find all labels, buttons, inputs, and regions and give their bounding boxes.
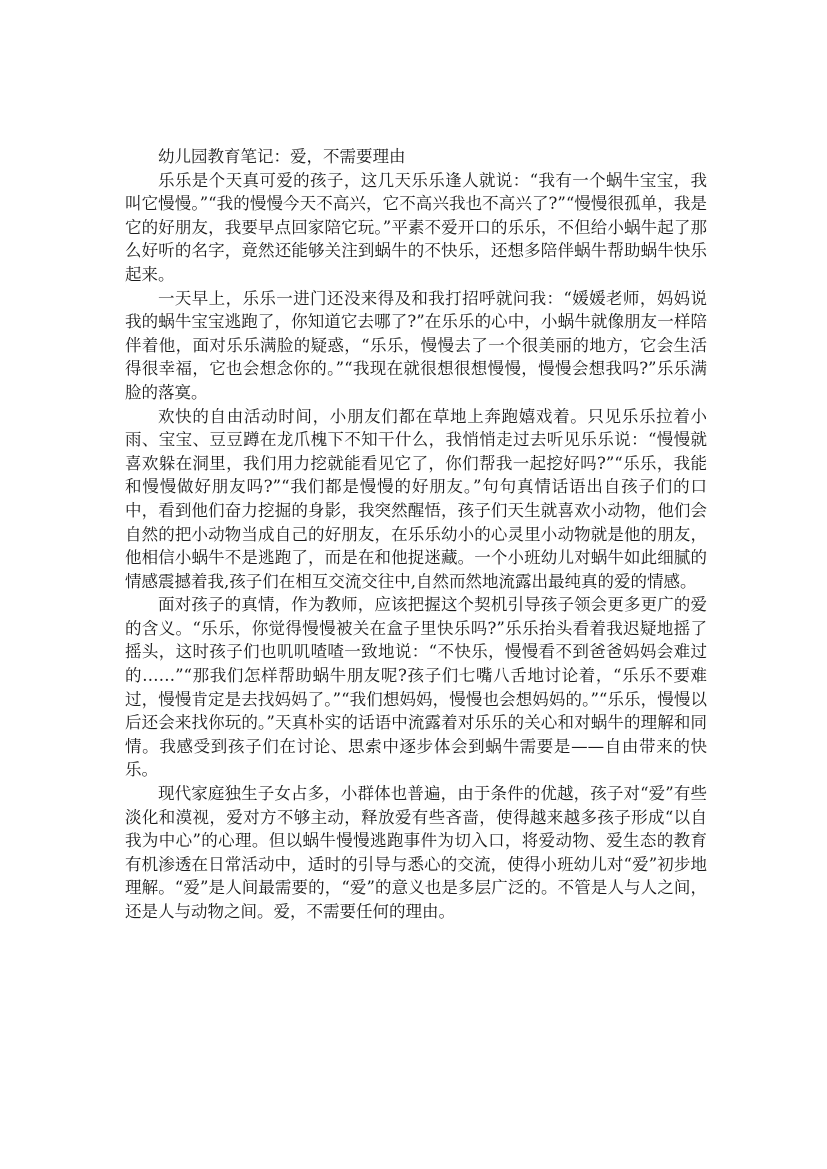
document-body — [125, 145, 707, 924]
paragraph-4: 面对孩子的真情，作为教师，应该把握这个契机引导孩子领会更多更广的爱的含义。“乐乐，你觉得慢慢被关在盒子里快乐吗?”乐乐抬头看着我迟疑地摇了摇头，这时孩子们也叽叽喳喳一致地说：“不快乐，慢慢看不到爸爸妈妈会难过的……”“那我们怎样帮助蜗牛朋友呢?孩子们七嘴八舌地讨论着，“乐乐不要难过，慢慢肯定是去找妈妈了。”“我们想妈妈，慢慢也会想妈妈的。”“乐乐，慢慢以后还会来找你玩的。”天真朴实的话语中流露着对乐乐的关心和对蜗牛的理解和同情。我感受到孩子们在讨论、思索中逐步体会到蜗牛需要是——自由带来的快乐。 — [125, 595, 707, 780]
paragraph-3: 欢快的自由活动时间，小朋友们都在草地上奔跑嬉戏着。只见乐乐拉着小雨、宝宝、豆豆蹲在龙爪槐下不知干什么，我悄悄走过去听见乐乐说：“慢慢就喜欢躲在洞里，我们用力挖就能看见它了，你们帮我一起挖好吗?”“乐乐，我能和慢慢做好朋友吗?”“我们都是慢慢的好朋友。”句句真情话语出自孩子们的口中，看到他们奋力挖掘的身影，我突然醒悟，孩子们天生就喜欢小动物，他们会自然的把小动物当成自己的好朋友，在乐乐幼小的心灵里小动物就是他的朋友，他相信小蜗牛不是逃跑了，而是在和他捉迷藏。一个小班幼儿对蜗牛如此细腻的情感震撼着我,孩子们在相互交流交往中,自然而然地流露出最纯真的爱的情感。 — [125, 406, 707, 591]
document-title: 幼儿园教育笔记：爱，不需要理由 — [158, 147, 406, 166]
paragraph-1: 乐乐是个天真可爱的孩子，这几天乐乐逢人就说：“我有一个蜗牛宝宝，我叫它慢慢。”“我的慢慢今天不高兴，它不高兴我也不高兴了?”“慢慢很孤单，我是它的好朋友，我要早点回家陪它玩。”平素不爱开口的乐乐，不但给小蜗牛起了那么好听的名字，竟然还能够关注到蜗牛的不快乐，还想多陪伴蜗牛帮助蜗牛快乐起来。 — [125, 170, 707, 284]
paragraph-2: 一天早上，乐乐一进门还没来得及和我打招呼就问我：“媛媛老师，妈妈说我的蜗牛宝宝逃跑了，你知道它去哪了?”在乐乐的心中，小蜗牛就像朋友一样陪伴着他，面对乐乐满脸的疑惑，“乐乐，慢慢去了一个很美丽的地方，它会生活得很幸福，它也会想念你的。”“我现在就很想很想慢慢，慢慢会想我吗?”乐乐满脸的落寞。 — [125, 288, 707, 402]
paragraph-5: 现代家庭独生子女占多，小群体也普遍，由于条件的优越，孩子对“爱”有些淡化和漠视，爱对方不够主动，释放爱有些吝啬，使得越来越多孩子形成“以自我为中心”的心理。但以蜗牛慢慢逃跑事件为切入口，将爱动物、爱生态的教育有机渗透在日常活动中，适时的引导与悉心的交流，使得小班幼儿对“爱”初步地理解。“爱”是人间最需要的，“爱”的意义也是多层广泛的。不管是人与人之间，还是人与动物之间。爱，不需要任何的理由。 — [125, 784, 707, 921]
